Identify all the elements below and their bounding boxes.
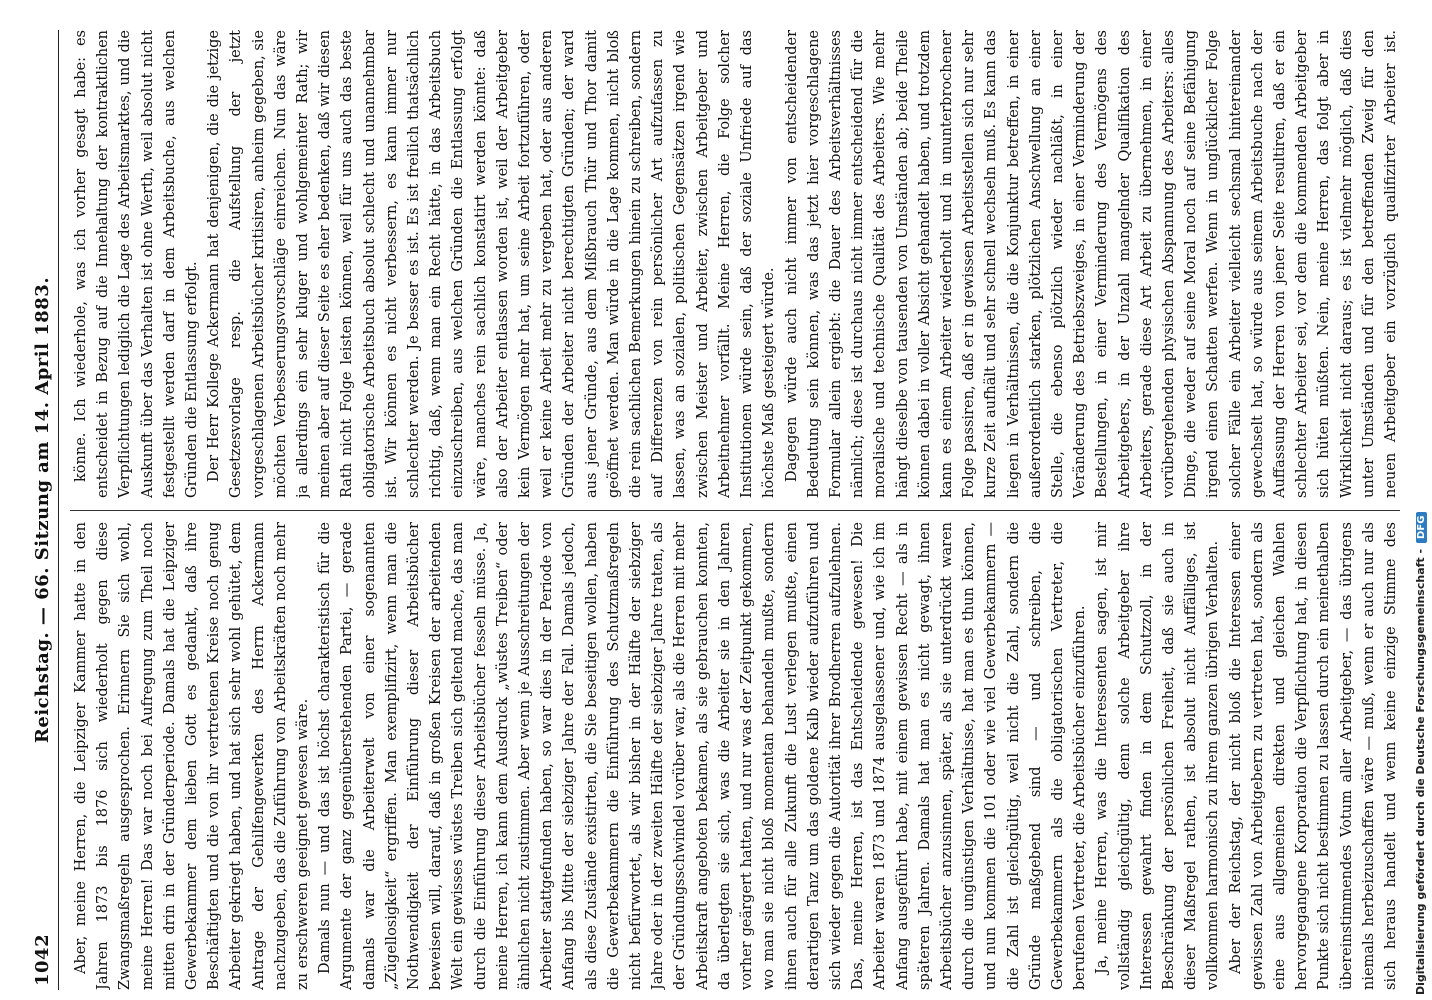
left-text-column [70, 522, 1400, 990]
digitization-credit [1414, 512, 1427, 995]
paragraph: Der Herr Kollege Ackermann hat denjenigen, die die jetzige Gesetzesvorlage resp. die Aufstellung der jetzt vorgeschlagenen Arbeitsbücher kritisiren, anheim gegeben, sie möchten Verbesserungsvorschläge einreichen. Nun das wäre ja allerdings ein sehr kluger und wohlgemeinter Rath; wir meinen aber auf dieser Seite es eher bedenken, daß wir diesen Rath nicht Folge leisten können, weil für uns auch das beste obligatorische Arbeitsbuch absolut schlecht und unannehmbar ist. Wir können es nicht verbessern, es kann immer nur schlechter werden. Je besser es ist. Es ist freilich thatsächlich richtig, daß, wenn man ein Recht hätte, in das Arbeitsbuch einzuschreiben, aus welchen Gründen die Entlassung erfolgt wäre, manches rein sachlich konstatirt werden könnte: daß also der Arbeiter entlassen worden ist, weil der Arbeitgeber kein Vermögen mehr hat, um seine Arbeit fortzuführen, oder weil er keine Arbeit mehr zu vergeben hat, oder aus anderen Gründen der Arbeiter nicht berechtigten Gründen; der ward aus jener Gründe, aus dem Mißbrauch Thür und Thor damit geöffnet werden. Man würde in die Lage kommen, nicht bloß die rein sachlichen Bemerkungen hinein zu schreiben, sondern auf Differenzen von rein persönlicher Art aufzufassen zu lassen, was an sozialen, politischen Gegensätzen irgend wie zwischen Meister und Arbeiter, zwischen Arbeitgeber und Arbeitnehmer vorfällt. Meine Herren, die Folge solcher Institutionen würde sein, daß der soziale Unfriede auf das höchste Maß gesteigert würde. [206, 30, 778, 498]
dfg-badge: DFG [1416, 512, 1427, 543]
page-header [30, 30, 59, 990]
rotated-page-content [30, 30, 1410, 990]
paragraph: könne. Ich wiederhole, was ich vorher gesagt habe: es entscheidet in Bezug auf die Innehaltung der kontraktlichen Verpflichtungen lediglich die Lage des Arbeitsmarktes, und die Auskunft über das Verhalten ist ohne Werth, weil absolut nicht festgestellt werden darf in dem Arbeitsbuche, aus welchen Gründen die Entlassung erfolgt. [73, 30, 201, 498]
paragraph: Damals nun — und das ist höchst charakteristisch für die Argumente der ganz gegenüberstehenden Partei, — gerade damals war die Arbeiterwelt von einer sogenannten „Zügellosigkeit“ ergriffen. Man exemplifizirt, wenn man die Nothwendigkeit der Einführung dieser Arbeitsbücher beweisen will, darauf, daß in großen Kreisen der arbeitenden Welt ein gewisses wüstes Treiben sich geltend mache, das man durch die Einführung dieser Arbeitsbücher fesseln müsse. Ja, meine Herren, ich kann dem Ausdruck „wüstes Treiben“ oder ähnlichen nicht zustimmen. Aber wenn je Ausschreitungen der Arbeiter stattgefunden haben, so war dies in der Periode von Anfang bis Mitte der siebziger Jahre der Fall. Damals jedoch, als diese Zustände existirten, die Sie beseitigen wollen, haben die Gewerbekammern die Einführung des Schutzmaßregeln nicht befürwortet, als wir bisher in der Hälfte der siebziger Jahre oder in der zweiten Hälfte der siebziger Jahre traten, als der Gründungsschwindel vorüber war, als die Herren mit mehr Arbeitskraft angeboten bekamen, als sie gebrauchen konnten, da überlegten sie sich, was die Arbeiter sie in den Jahren vorher geärgert hatten, und nur was der Zeitpunkt gekommen, wo man sie nicht bloß momentan behandeln mußte, sondern ihnen auch für alle Zukunft die Lust verlegen mußte, einen derartigen Tanz um das goldene Kalb wieder aufzuführen und sich wieder gegen die Autorität ihrer Brodherren aufzulehnen. Das, meine Herren, ist das Entscheidende gewesen! Die Arbeiter waren 1873 und 1874 ausgelassener und, wie ich im Anfang ausgeführt habe, mit einem gewissen Recht — als in späteren Jahren. Damals hat man es nicht gewagt, ihnen Arbeitsbücher anzusinnen, später, als sie unterdrückt waren durch die ungünstigen Verhältnisse, hat man es thun können, und nun kommen die 101 oder wie viel Gewerbekammern — die Zahl ist gleichgültig, weil nicht die Zahl, sondern die Gründe maßgebend sind — und schreiben, die Gewerbekammern als die obligatorischen Vertreter, die berufenen Vertreter, die Arbeitsbücher einzuführen. [317, 522, 1089, 990]
page-number: 1042 [32, 933, 53, 986]
right-text-column [70, 30, 1400, 498]
paragraph: Dagegen würde auch nicht immer von entscheidender Bedeutung sein können, was das jetzt hier vorgeschlagene Formular allein ergiebt: die Dauer des Arbeitsverhältnisses nämlich; diese ist durchaus nicht immer entscheidend für die moralische und technische Qualität des Arbeiters. Wie mehr hängt dieselbe von tausenden von Umständen ab; beide Theile können dabei in voller Absicht gehandelt haben, und trotzdem kann es einem Arbeiter wiederholt und in ununterbrochener Folge passiren, daß er in gewissen Arbeitsstellen sich nur sehr kurze Zeit aufhält und sehr schnell wechseln muß. Es kann das liegen in Verhältnissen, die die Konjunktur betreffen, in einer außerordentlich starken, plötzlichen Anschwellung an einer Stelle, die ebenso plötzlich wieder nachläßt, in einer Veränderung des Betriebszweiges, in einer Verminderung der Bestellungen, in einer Verminderung des Vermögens des Arbeitgebers, in der Unzahl mangelnder Qualifikation des Arbeiters, gerade diese Art Arbeit zu übernehmen, in einer vorübergehenden physischen Abspannung des Arbeiters: alles Dinge, die weder auf seine Moral noch auf seine Befähigung irgend einen Schatten werfen. Wenn in unglücklicher Folge solcher Fälle ein Arbeiter vielleicht sechsmal hintereinander gewechselt hat, so würde aus seinem Arbeitsbuche nach der Auffassung der Herren von jener Seite resultiren, daß er ein schlechter Arbeiter sei, vor dem die kommenden Arbeitgeber sich hüten müßten. Nein, meine Herren, das folgt aber in Wirklichkeit nicht daraus; es ist vielmehr möglich, daß dies unter Umständen und für den betreffenden Zweig für den neuen Arbeitgeber ein vorzüglich qualifizirter Arbeiter ist. [783, 30, 1399, 498]
paragraph: Ja, meine Herren, was die Interessenten sagen, ist mir vollständig gleichgültig, denn solche Arbeitgeber ihre Interessen gewahrt finden in dem Schutzzoll, in der Beschränkung der persönlichen Freiheit, daß sie auch in dieser Maßregel rathen, ist absolut nicht Auffälliges, ist vollkommen harmonisch zu ihrem ganzen übrigen Verhalten. [1094, 522, 1222, 990]
column-divider [70, 510, 1400, 511]
credit-text: Digitalisierung gefördert durch die Deutsche Forschungsgemeinschaft - [1414, 548, 1427, 995]
page-title: Reichstag. — 66. Sitzung am 14. April 1883. [32, 276, 53, 744]
paragraph: Aber, meine Herren, die Leipziger Kammer hatte in den Jahren 1873 bis 1876 sich wiederholt gegen diese Zwangsmaßregeln ausgesprochen. Erinnern Sie sich wohl, meine Herren! Das war noch bei Aufregung zum Theil noch mitten drin in der Gründerperiode. Damals hat die Leipziger Gewerbekammer dem lieben Gott es gedankt, daß ihre Beschäftigten und die von ihr vertretenen Kreise noch genug Arbeiter gekriegt haben, und hat sich sehr wohl gehütet, dem Antrage der Gehilfengewerken des Herrn Ackermann nachzugeben, das die Zuführung von Arbeitskräften noch mehr zu erschweren geeignet gewesen wäre. [73, 522, 312, 990]
paragraph: Aber der Reichstag, der nicht bloß die Interessen einer gewissen Zahl von Arbeitgebern zu vertreten hat, sondern als eine aus allgemeinen direkten und gleichen Wahlen hervorgegangene Korporation die Verpflichtung hat, in diesen Punkte sich nicht bestimmen zu lassen durch ein meinethalben übereinstimmendes Votum aller Arbeitgeber, — das übrigens niemals herbeizuschaffen wäre — muß, wenn er auch nur als sich heraus handelt und wenn keine einzige Stimme des [1227, 522, 1399, 990]
